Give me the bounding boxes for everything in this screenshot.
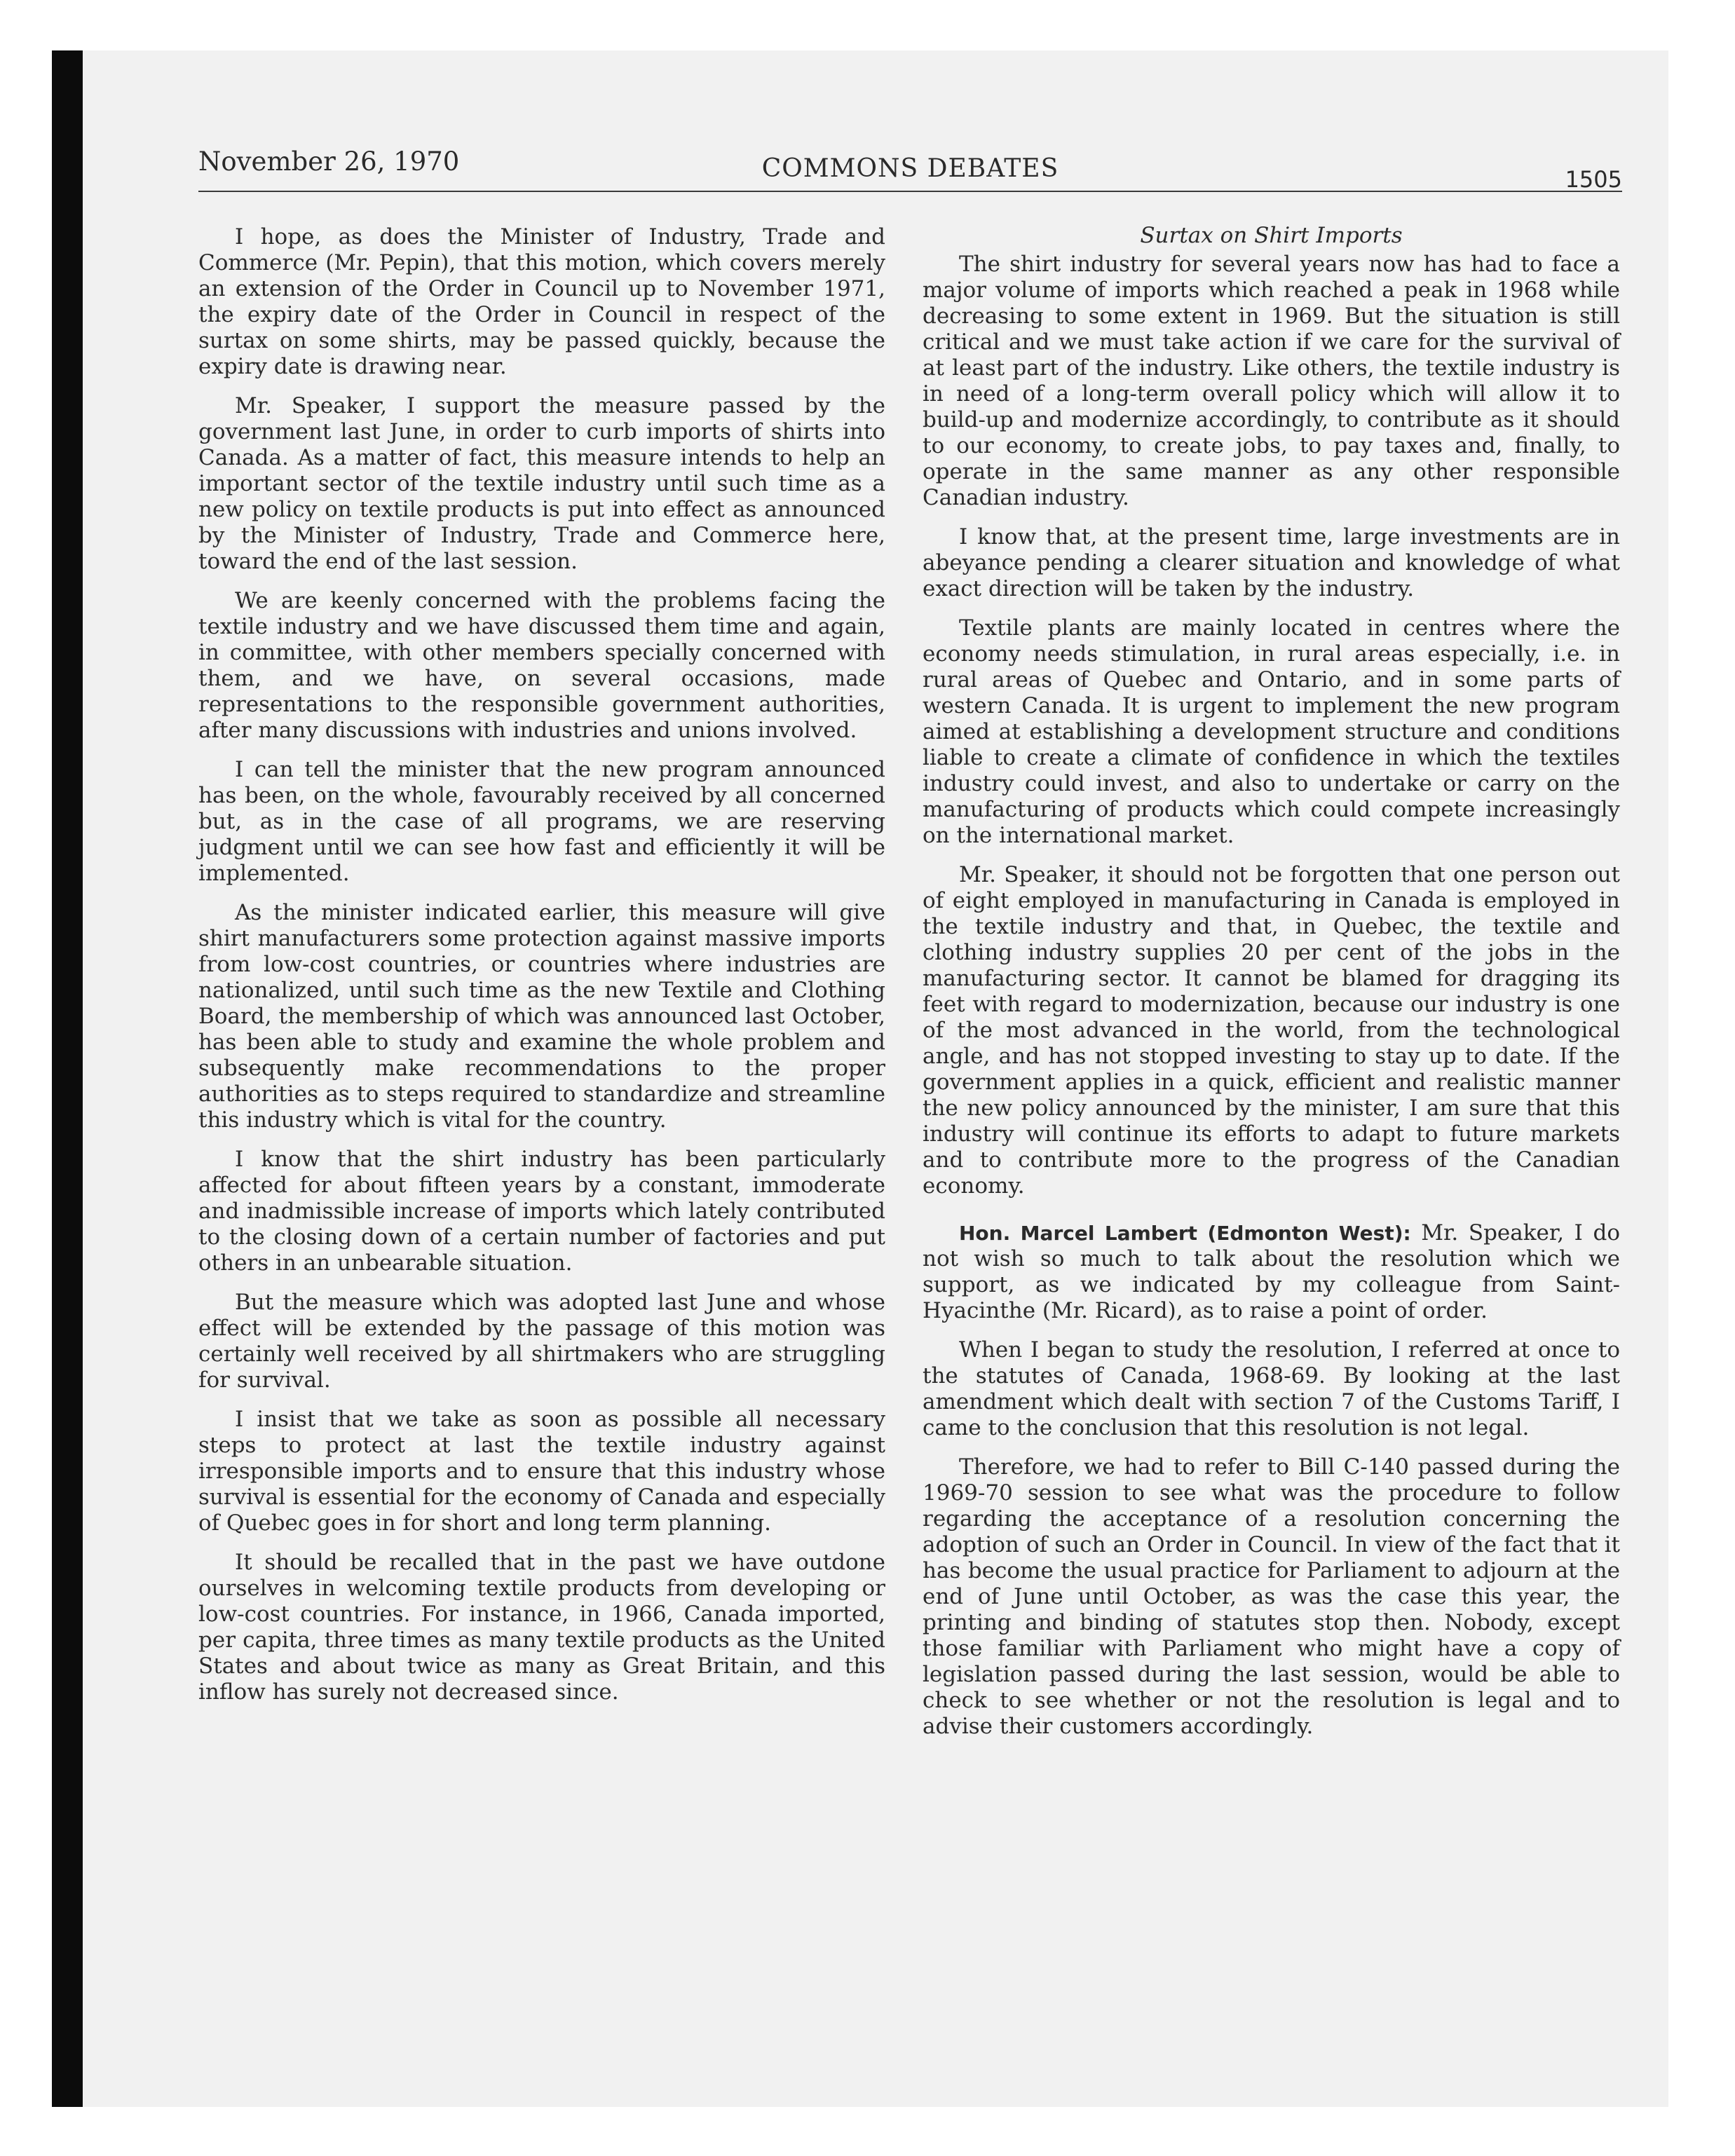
paragraph: I insist that we take as soon as possible all necessary steps to protect at last the textile industry against irresponsible imports and to ensure that this industry whose survival is essential for the economy of Canada and especially of Quebec goes in for short and long term planning. [198,1407,885,1536]
paragraph: Therefore, we had to refer to Bill C-140 passed during the 1969-70 session to see what was the procedure to follow regarding the acceptance of a resolution concerning the adoption of such an Order in Council. In view of the fact that it has become the usual practice for Parliament to adjourn at the end of June until October, as was the case this year, the printing and binding of statutes stop then. Nobody, except those familiar with Parliament who might have a copy of legislation passed during the last session, would be able to check to see whether or not the resolution is legal and to advise their customers accordingly. [923,1454,1620,1739]
paragraph: As the minister indicated earlier, this measure will give shirt manufacturers some protection against massive imports from low-cost countries, or countries where industries are nationalized, until such time as the new Textile and Clothing Board, the membership of which was announced last October, has been able to study and examine the whole problem and subsequently make recommendations to the proper authorities as to steps required to standardize and streamline this industry which is vital for the country. [198,900,885,1133]
speaker-name: Hon. Marcel Lambert (Edmonton West): [959,1222,1411,1245]
paragraph: I can tell the minister that the new program announced has been, on the whole, favourably received by all concerned but, as in the case of all programs, we are reserving judgment until we can see how fast and efficiently it will be implemented. [198,757,885,886]
header-title: COMMONS DEBATES [761,154,1059,183]
paragraph: I know that the shirt industry has been particularly affected for about fifteen years by a constant, immoderate and inadmissible increase of imports which lately contributed to the closing down of a certain number of factories and put others in an unbearable situation. [198,1147,885,1276]
paragraph: We are keenly concerned with the problems facing the textile industry and we have discussed them time and again, in committee, with other members specially concerned with them, and we have, on several occasions, made representations to the responsible government authorities, after many discussions with industries and unions involved. [198,588,885,743]
header-date: November 26, 1970 [198,146,460,177]
speaker-paragraph [923,1220,1620,1324]
binding-edge [52,50,83,2107]
left-column [198,224,885,1719]
speaker-text: Mr. Speaker, I do not wish so much to talk about the resolution which we support, as we indicated by my colleague from Saint-Hyacinthe (Mr. Ricard), as to raise a point of order. [923,1220,1620,1323]
paragraph: When I began to study the resolution, I referred at once to the statutes of Canada, 1968-69. By looking at the last amendment which dealt with section 7 of the Customs Tariff, I came to the conclusion that this resolution is not legal. [923,1337,1620,1440]
paragraph: Textile plants are mainly located in centres where the economy needs stimulation, in rural areas especially, i.e. in rural areas of Quebec and Ontario, and in some parts of western Canada. It is urgent to implement the new program aimed at establishing a development structure and conditions liable to create a climate of confidence in which the textiles industry could invest, and also to undertake or carry on the manufacturing of products which could compete increasingly on the international market. [923,615,1620,848]
paragraph: It should be recalled that in the past we have outdone ourselves in welcoming textile products from developing or low-cost countries. For instance, in 1966, Canada imported, per capita, three times as many textile products as the United States and about twice as many as Great Britain, and this inflow has surely not decreased since. [198,1550,885,1705]
paragraph: The shirt industry for several years now has had to face a major volume of imports which reached a peak in 1968 while decreasing to some extent in 1969. But the situation is still critical and we must take action if we care for the survival of at least part of the industry. Like others, the textile industry is in need of a long-term overall policy which will allow it to build-up and modernize accordingly, to contribute as it should to our economy, to create jobs, to pay taxes and, finally, to operate in the same manner as any other responsible Canadian industry. [923,252,1620,510]
section-subheading: Surtax on Shirt Imports [1140,223,1403,248]
paragraph: I know that, at the present time, large investments are in abeyance pending a clearer situation and knowledge of what exact direction will be taken by the industry. [923,524,1620,601]
paragraph: But the measure which was adopted last June and whose effect will be extended by the passage of this motion was certainly well received by all shirtmakers who are struggling for survival. [198,1290,885,1393]
paragraph: I hope, as does the Minister of Industry, Trade and Commerce (Mr. Pepin), that this motion, which covers merely an extension of the Order in Council up to November 1971, the expiry date of the Order in Council in respect of the surtax on some shirts, may be passed quickly, because the expiry date is drawing near. [198,224,885,379]
paragraph: Mr. Speaker, I support the measure passed by the government last June, in order to curb imports of shirts into Canada. As a matter of fact, this measure intends to help an important sector of the textile industry until such time as a new policy on textile products is put into effect as announced by the Minister of Industry, Trade and Commerce here, toward the end of the last session. [198,393,885,574]
page-header [198,144,1622,192]
paragraph: Mr. Speaker, it should not be forgotten that one person out of eight employed in manufacturing in Canada is employed in the textile industry and that, in Quebec, the textile and clothing industry supplies 20 per cent of the jobs in the manufacturing sector. It cannot be blamed for dragging its feet with regard to modernization, because our industry is one of the most advanced in the world, from the technological angle, and has not stopped investing to stay up to date. If the government applies in a quick, efficient and realistic manner the new policy announced by the minister, I am sure that this industry will continue its efforts to adapt to future markets and to contribute more to the progress of the Canadian economy. [923,862,1620,1199]
right-column [923,221,1620,1753]
page-number: 1505 [1565,166,1622,193]
